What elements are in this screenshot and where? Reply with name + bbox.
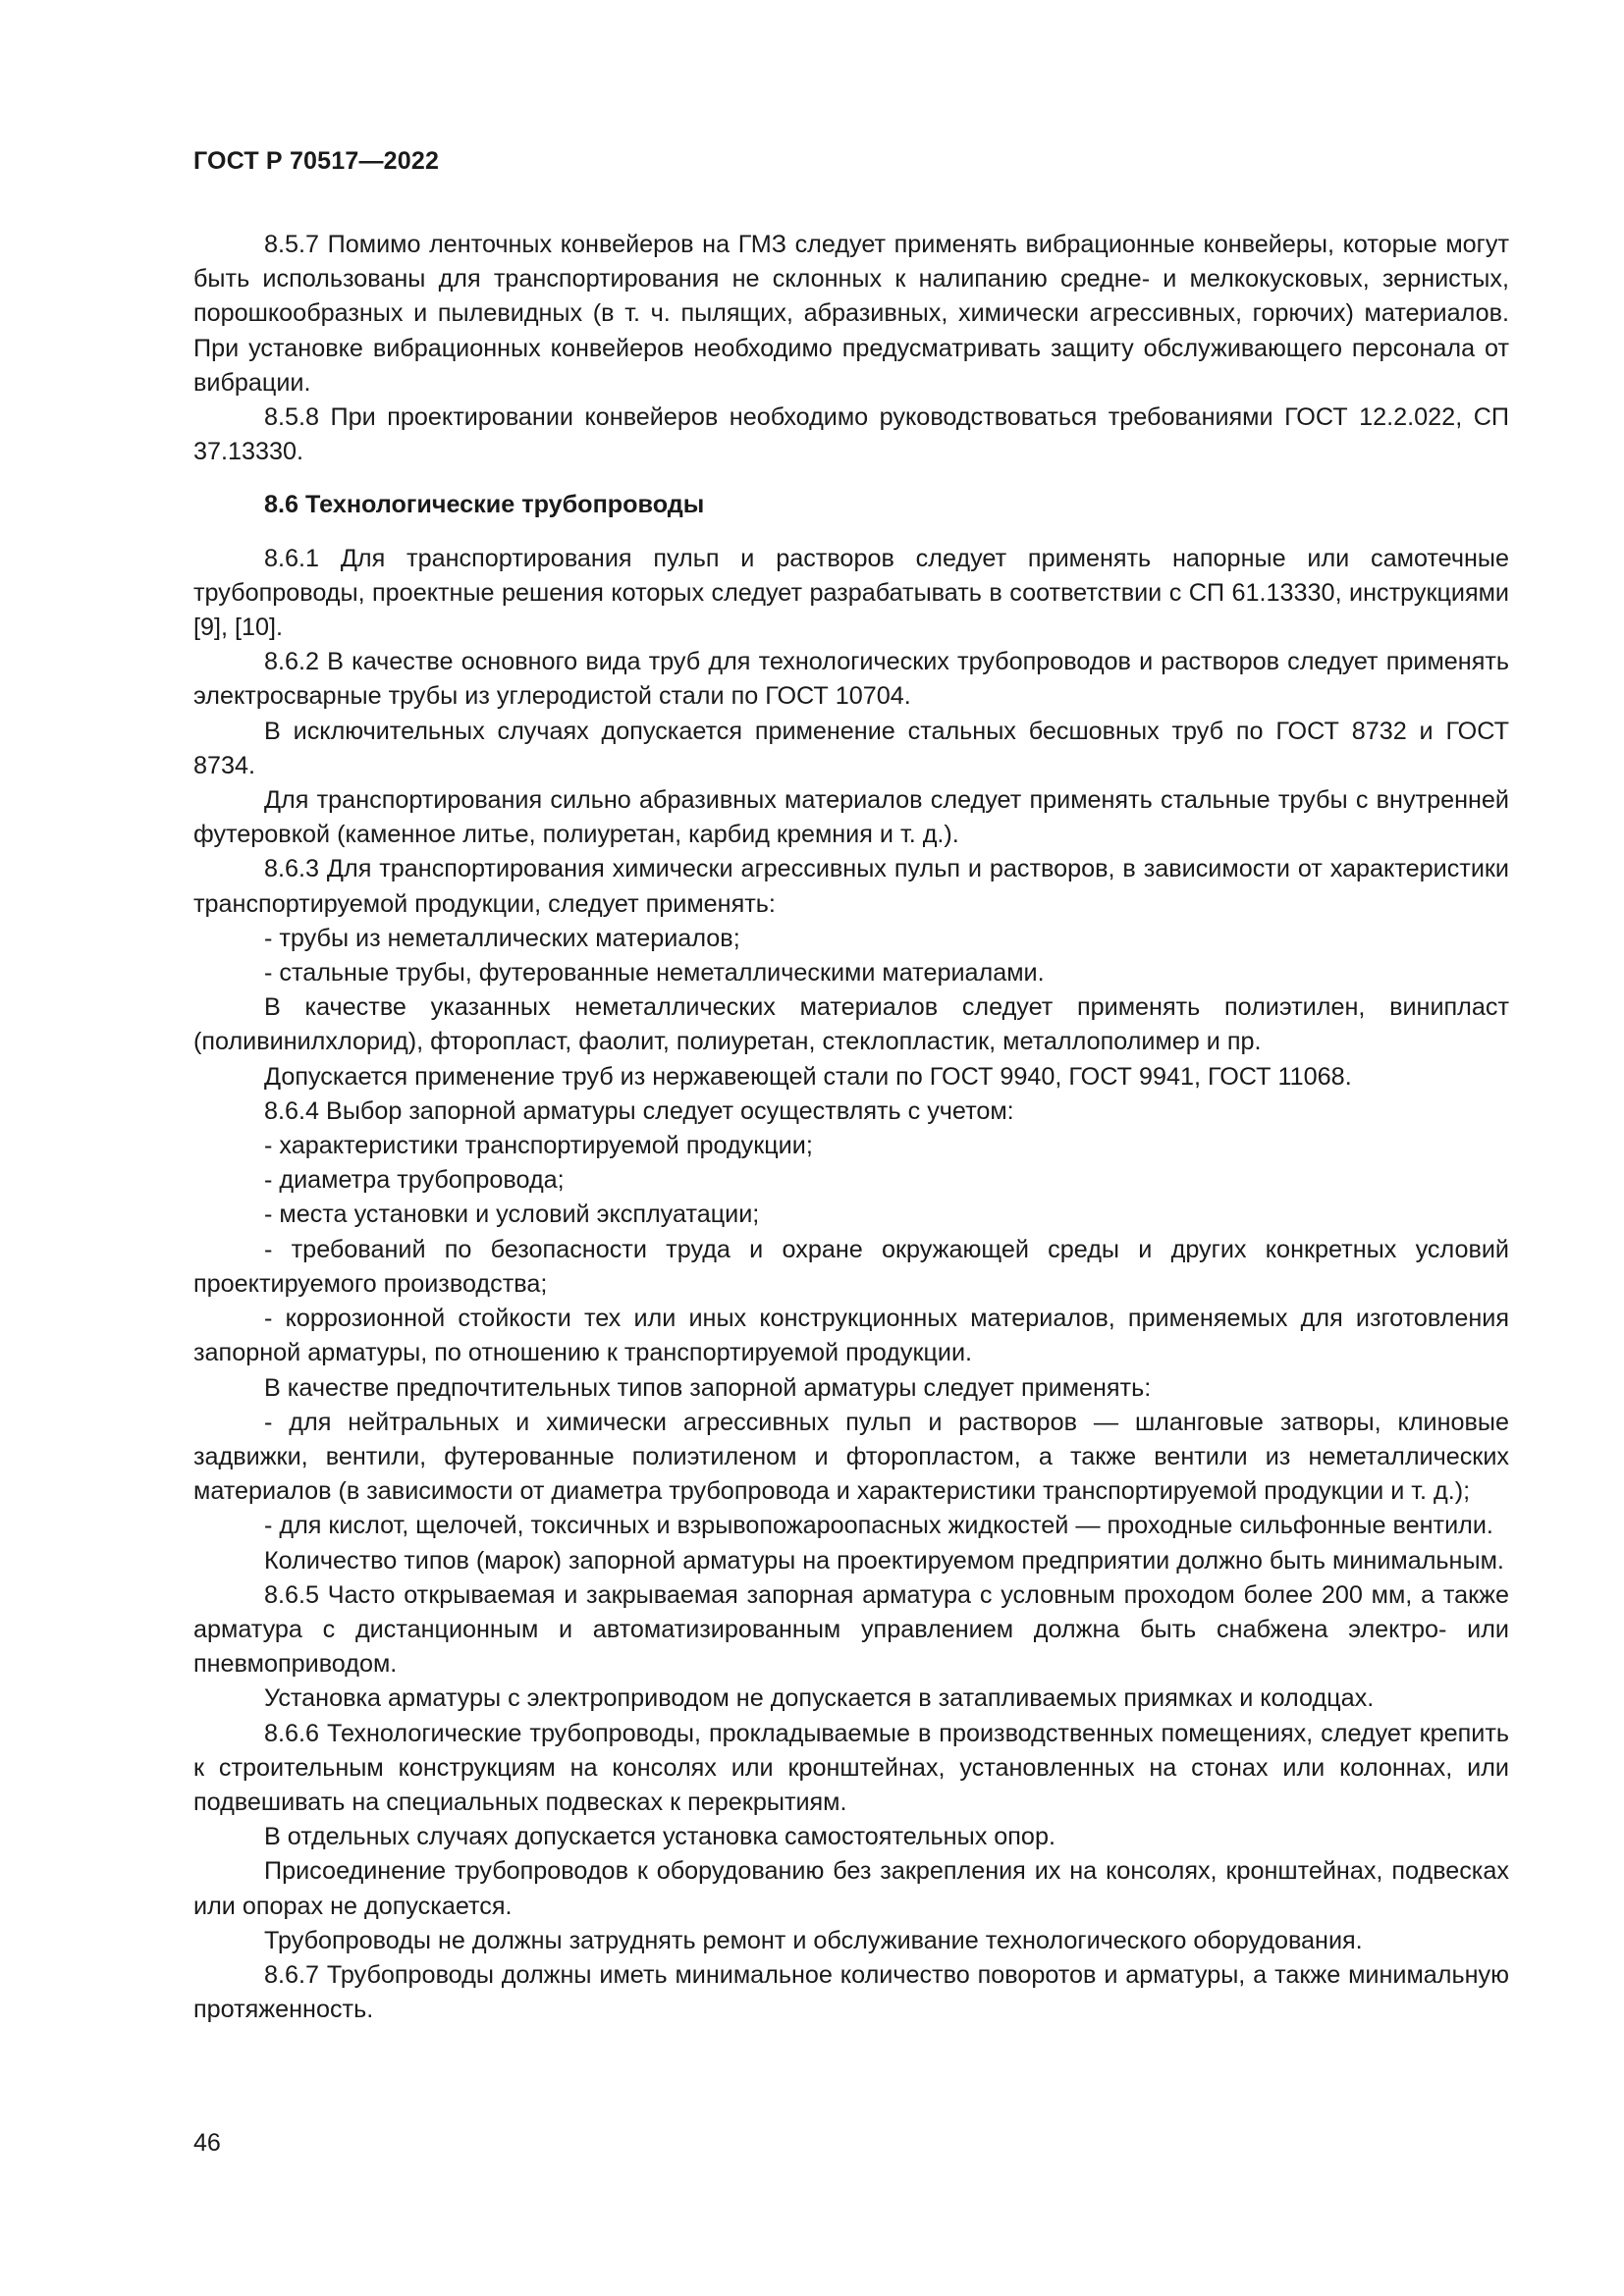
document-code-header: ГОСТ Р 70517—2022 bbox=[193, 147, 440, 175]
paragraph: Количество типов (марок) запорной арматуры на проектируемом предприятии должно быть минимальным. bbox=[264, 1546, 1504, 1575]
paragraph-8-6-5: 8.6.5 Часто открываемая и закрываемая запорная арматура с условным проходом более 200 мм, а также арматура с дистанционным и автоматизированным управлением должна быть снабжена электро- или пневмоприводом. bbox=[193, 1580, 1509, 1679]
paragraph-8-6-7: 8.6.7 Трубопроводы должны иметь минимальное количество поворотов и арматуры, а также минимальную протяженность. bbox=[193, 1960, 1509, 2024]
paragraph: Для транспортирования сильно абразивных материалов следует применять стальные трубы с внутренней футеровкой (каменное литье, полиуретан, карбид кремния и т. д.). bbox=[193, 786, 1509, 849]
paragraph-8-5-7: 8.5.7 Помимо ленточных конвейеров на ГМЗ следует применять вибрационные конвейеры, которые могут быть использованы для транспортирования не склонных к налипанию средне- и мелкокусковых, зернистых, порошкообразных и пылевидных (в т. ч. пылящих, абразивных, химически агрессивных, горючих) материалов. При установке вибрационных конвейеров необходимо предусматривать защиту обслуживающего персонала от вибрации. bbox=[193, 231, 1509, 397]
page-number: 46 bbox=[193, 2129, 221, 2157]
paragraph-8-5-8: 8.5.8 При проектировании конвейеров необходимо руководствоваться требованиями ГОСТ 12.2.022, СП 37.13330. bbox=[193, 403, 1509, 466]
paragraph: Присоединение трубопроводов к оборудованию без закрепления их на консолях, кронштейнах, подвесках или опорах не допускается. bbox=[193, 1857, 1509, 1920]
paragraph: В качестве предпочтительных типов запорной арматуры следует применять: bbox=[264, 1373, 1152, 1402]
list-item: - диаметра трубопровода; bbox=[264, 1166, 565, 1195]
list-item: - стальные трубы, футерованные неметаллическими материалами. bbox=[264, 959, 1045, 988]
document-body bbox=[193, 228, 1509, 2027]
paragraph-8-6-1: 8.6.1 Для транспортирования пульп и растворов следует применять напорные или самотечные трубопроводы, проектные решения которых следует разрабатывать в соответствии с СП 61.13330, инструкциями [9], [10]. bbox=[193, 544, 1509, 642]
paragraph-8-6-2: 8.6.2 В качестве основного вида труб для технологических трубопроводов и растворов следует применять электросварные трубы из углеродистой стали по ГОСТ 10704. bbox=[193, 648, 1509, 711]
list-item: - требований по безопасности труда и охране окружающей среды и других конкретных условий проектируемого производства; bbox=[193, 1235, 1509, 1298]
paragraph: Установка арматуры с электроприводом не допускается в затапливаемых приямках и колодцах. bbox=[264, 1684, 1375, 1713]
section-heading: 8.6 Технологические трубопроводы bbox=[264, 491, 705, 519]
paragraph-8-6-3: 8.6.3 Для транспортирования химически агрессивных пульп и растворов, в зависимости от характеристики транспортируемой продукции, следует применять: bbox=[193, 855, 1509, 918]
paragraph: В отдельных случаях допускается установка самостоятельных опор. bbox=[264, 1823, 1056, 1851]
list-item: - для нейтральных и химически агрессивных пульп и растворов — шланговые затворы, клиновые задвижки, вентили, футерованные полиэтиленом и фторопластом, а также вентили из неметаллических материалов (в зависимости от диаметра трубопровода и характеристики транспортируемой продукции и т. д.); bbox=[193, 1408, 1509, 1506]
paragraph: В качестве указанных неметаллических материалов следует применять полиэтилен, винипласт (поливинилхлорид), фторопласт, фаолит, полиуретан, стеклопластик, металлополимер и пр. bbox=[193, 993, 1509, 1056]
list-item: - коррозионной стойкости тех или иных конструкционных материалов, применяемых для изготовления запорной арматуры, по отношению к транспортируемой продукции. bbox=[193, 1305, 1509, 1367]
list-item: - характеристики транспортируемой продукции; bbox=[264, 1132, 813, 1160]
list-item: - для кислот, щелочей, токсичных и взрывопожароопасных жидкостей — проходные сильфонные вентили. bbox=[264, 1512, 1493, 1540]
paragraph-8-6-4: 8.6.4 Выбор запорной арматуры следует осуществлять с учетом: bbox=[264, 1096, 1014, 1125]
paragraph-8-6-6: 8.6.6 Технологические трубопроводы, прокладываемые в производственных помещениях, следует крепить к строительным конструкциям на консолях или кронштейнах, установленных на стонах или колоннах, или подвешивать на специальных подвесках к перекрытиям. bbox=[193, 1719, 1509, 1816]
paragraph: В исключительных случаях допускается применение стальных бесшовных труб по ГОСТ 8732 и ГОСТ 8734. bbox=[193, 717, 1509, 779]
list-item: - места установки и условий эксплуатации; bbox=[264, 1201, 760, 1229]
paragraph: Трубопроводы не должны затруднять ремонт и обслуживание технологического оборудования. bbox=[264, 1926, 1363, 1954]
list-item: - трубы из неметаллических материалов; bbox=[264, 924, 740, 952]
paragraph: Допускается применение труб из нержавеющей стали по ГОСТ 9940, ГОСТ 9941, ГОСТ 11068. bbox=[264, 1062, 1352, 1091]
